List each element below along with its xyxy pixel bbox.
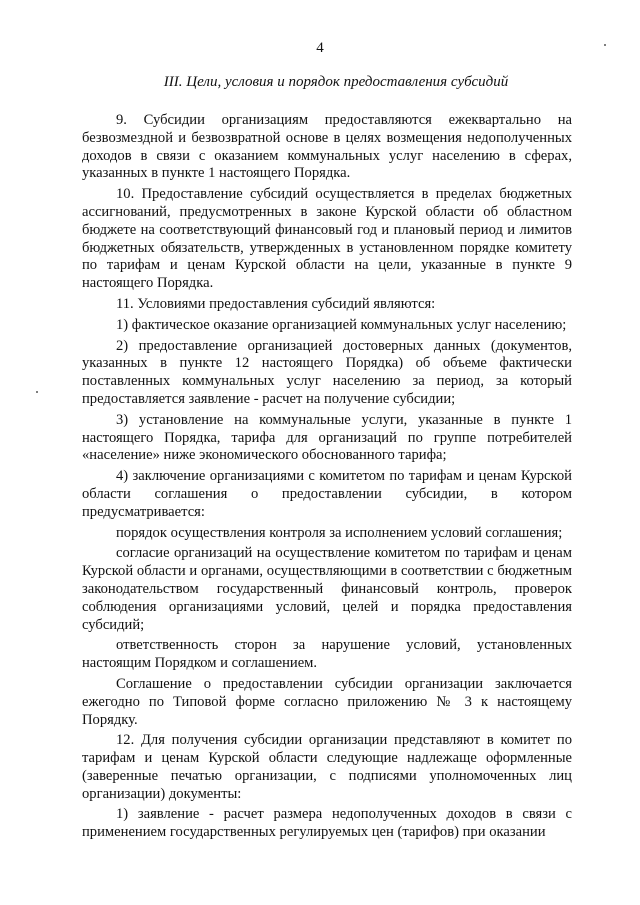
paragraph-9: 9. Субсидии организациям предоставляются ежеквартально на безвозмездной и безвозвратной основе в целях возмещения недополученных доходов в связи с оказанием коммунальных услуг населению в сферах, указанных в пункте 1 настоящего Порядка.: [82, 112, 572, 182]
section-title: III. Цели, условия и порядок предоставления субсидий: [163, 74, 509, 90]
scan-speck: [604, 44, 606, 46]
condition-3: 3) установление на коммунальные услуги, указанные в пункте 1 настоящего Порядка, тарифа для организаций по группе потребителей «население» ниже экономического обоснованного тарифа;: [82, 411, 572, 464]
condition-4: 4) заключение организациями с комитетом по тарифам и ценам Курской области соглашения о предоставлении субсидии, в котором предусматривается:: [82, 468, 572, 520]
condition-2: 2) предоставление организацией достоверных данных (документов, указанных в пункте 12 настоящего Порядка) об объеме фактически поставленных коммунальных услуг населению за период, за который предоставляется заявление - расчет на получение субсидии;: [82, 337, 572, 407]
agreement-responsibility: ответственность сторон за нарушение условий, установленных настоящим Порядком и соглашением.: [82, 637, 572, 672]
scan-speck: [36, 391, 38, 393]
paragraph-10: 10. Предоставление субсидий осуществляется в пределах бюджетных ассигнований, предусмотренных в законе Курской области об областном бюджете на соответствующий финансовый год и плановый период и лимитов бюджетных обязательств, утвержденных в установленном порядке комитету по тарифам и ценам Курской области на цели, указанные в пункте 9 настоящего Порядка.: [82, 186, 572, 292]
document-body: [82, 112, 572, 845]
paragraph-11: 11. Условиями предоставления субсидий являются:: [116, 295, 436, 312]
agreement-control: порядок осуществления контроля за исполнением условий соглашения;: [116, 524, 563, 541]
agreement-consent: согласие организаций на осуществление комитетом по тарифам и ценам Курской области и органами, осуществляющими в соответствии с бюджетным законодательством государственный финансовый контроль, проверок соблюдения организациями условий, целей и порядка предоставления субсидий;: [82, 545, 572, 633]
page-number: 4: [316, 40, 324, 56]
paragraph-12: 12. Для получения субсидии организации представляют в комитет по тарифам и ценам Курской области следующие надлежаще оформленные (заверенные печатью организации, с подписями уполномоченных лиц организации) документы:: [82, 732, 572, 802]
agreement-form: Соглашение о предоставлении субсидии организации заключается ежегодно по Типовой форме согласно приложению № 3 к настоящему Порядку.: [82, 675, 572, 728]
document-1: 1) заявление - расчет размера недополученных доходов в связи с применением государственных регулируемых цен (тарифов) при оказании: [82, 806, 572, 841]
condition-1: 1) фактическое оказание организацией коммунальных услуг населению;: [116, 316, 567, 333]
